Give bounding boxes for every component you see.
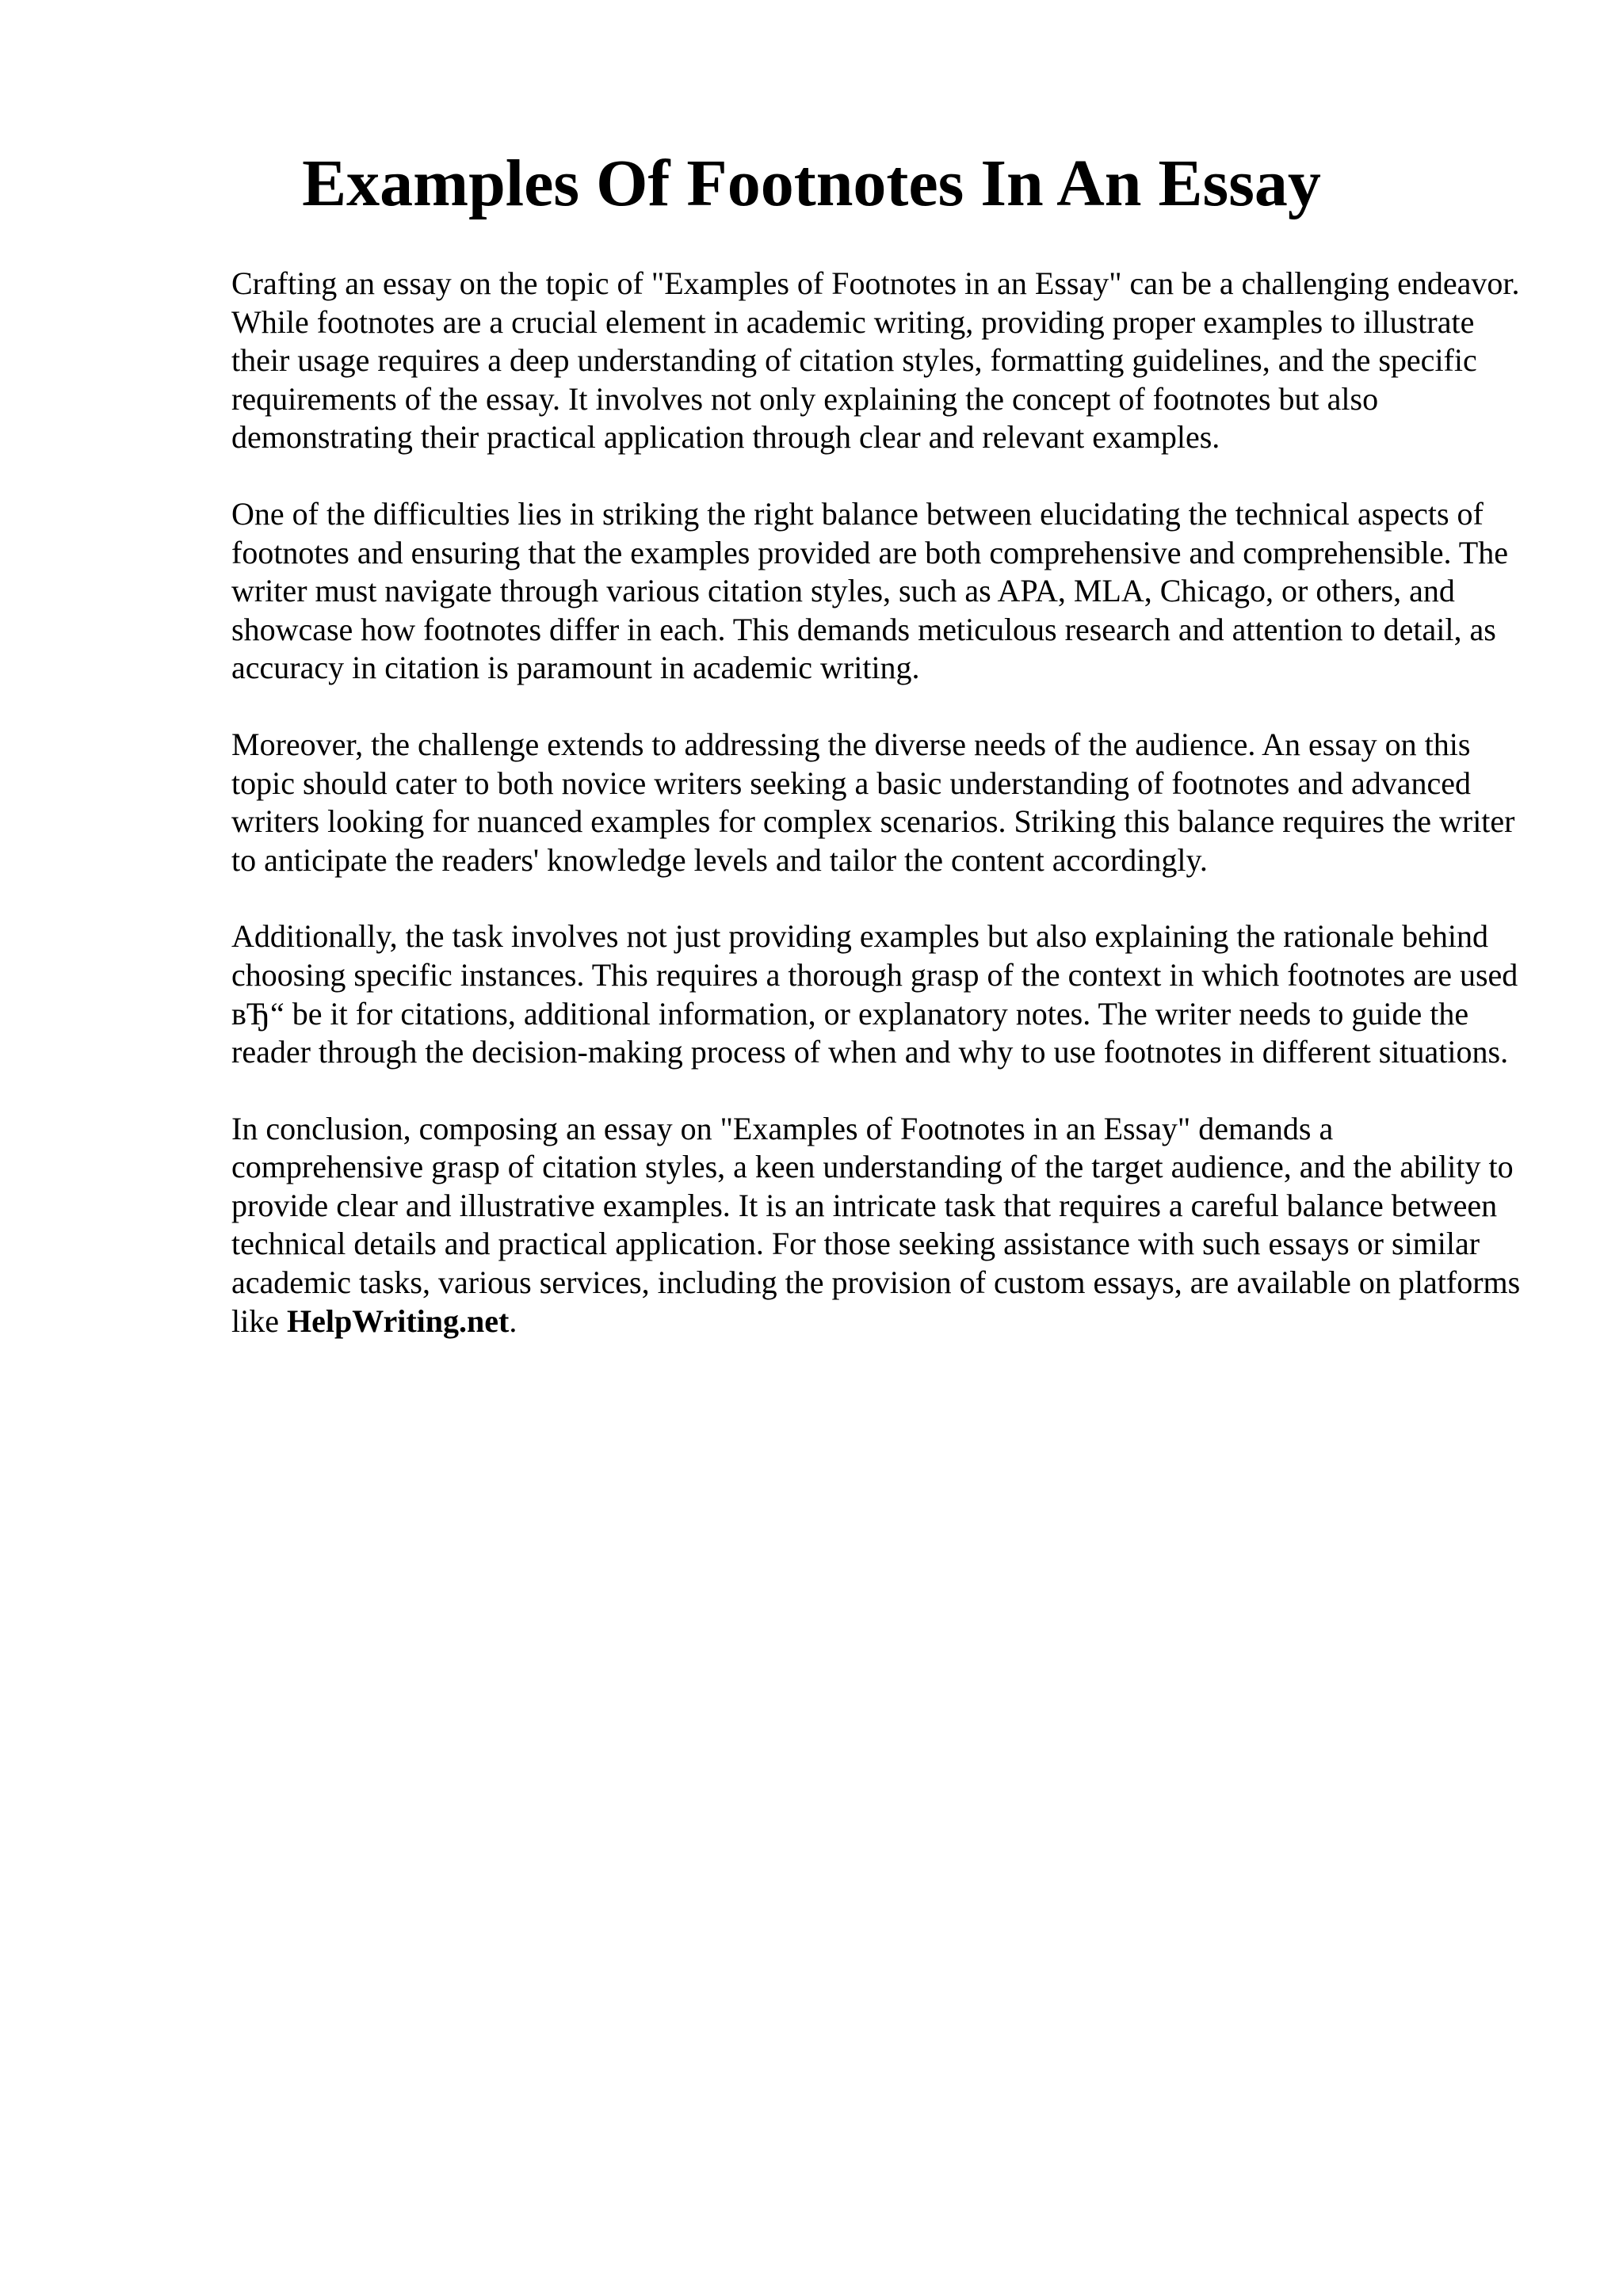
paragraph-audience: Moreover, the challenge extends to addressing the diverse needs of the audience. An essay on this topic should cater to both novice writers seeking a basic understanding of footnotes and advanced writers looking for nuanced examples for complex scenarios. Striking this balance requires the writer to anticipate the readers' knowledge levels and tailor the content accordingly. (231, 726, 1515, 878)
paragraph-intro: Crafting an essay on the topic of "Examples of Footnotes in an Essay" can be a challenging endeavor. While footnotes are a crucial element in academic writing, providing proper examples to illustrate their usage requires a deep understanding of citation styles, formatting guidelines, and the specific requirements of the essay. It involves not only explaining the concept of footnotes but also demonstrating their practical application through clear and relevant examples. (231, 265, 1520, 456)
paragraph-difficulties: One of the difficulties lies in striking the right balance between elucidating the technical aspects of footnotes and ensuring that the examples provided are both comprehensive and comprehensible. The writer must navigate through various citation styles, such as APA, MLA, Chicago, or others, and showcase how footnotes differ in each. This demands meticulous research and attention to detail, as accuracy in citation is paramount in academic writing. (231, 495, 1508, 686)
brand-link[interactable]: HelpWriting.net (286, 1302, 510, 1339)
page-title: Examples Of Footnotes In An Essay (302, 147, 1321, 220)
paragraph-rationale: Additionally, the task involves not just providing examples but also explaining the rationale behind choosing specific instances. This requires a thorough grasp of the context in which footnotes are used вЂ“ be it for citations, additional information, or explanatory notes. The writer needs to guide the reader through the decision-making process of when and why to use footnotes in different situations. (231, 918, 1518, 1070)
paragraph-conclusion (231, 1110, 1522, 1341)
conclusion-end: . (509, 1302, 517, 1339)
conclusion-text: In conclusion, composing an essay on "Examples of Footnotes in an Essay" demands a comprehensive grasp of citation styles, a keen understanding of the target audience, and the ability to provide clear and illustrative examples. It is an intricate task that requires a careful balance between technical details and practical application. For those seeking assistance with such essays or similar academic tasks, various services, including the provision of custom essays, are available on platforms like (231, 1110, 1521, 1339)
essay-body (231, 265, 1522, 1379)
